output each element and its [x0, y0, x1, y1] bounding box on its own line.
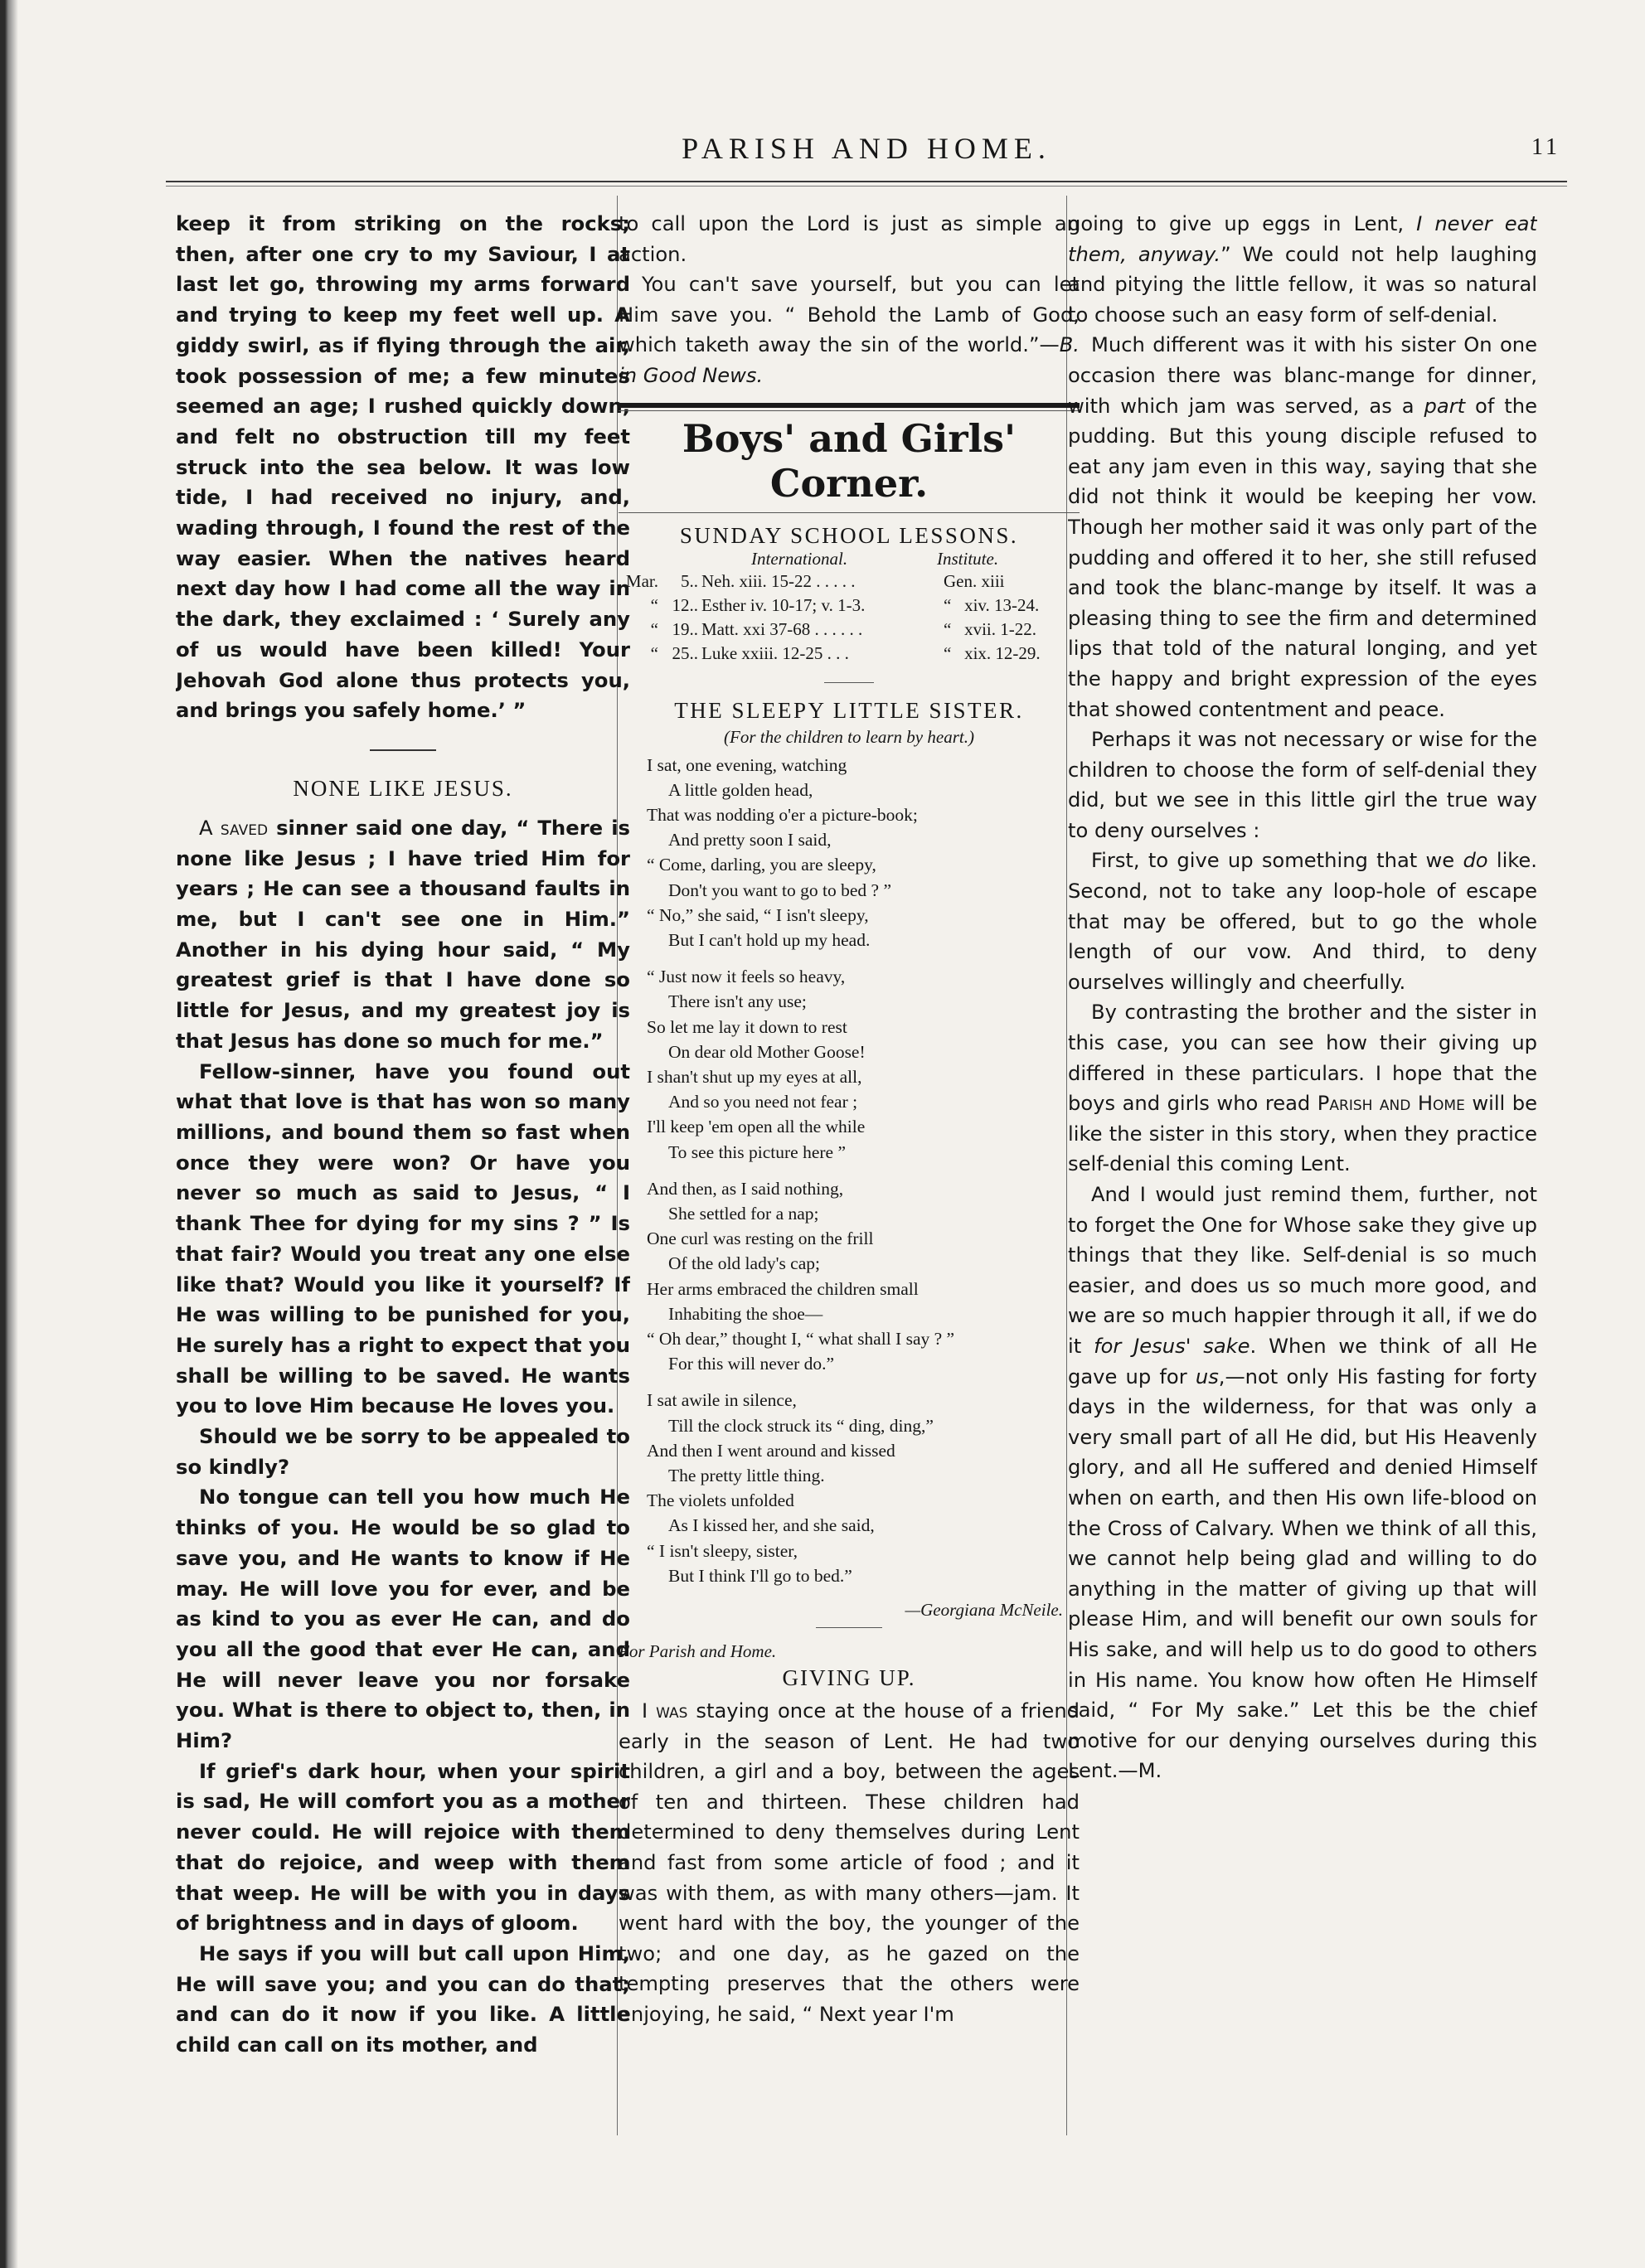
header-rule: [166, 181, 1567, 182]
scan-edge: [0, 0, 18, 2268]
poem-stanza: [619, 753, 1080, 953]
poem-stanza: [619, 1388, 1080, 1588]
paragraph: Perhaps it was not necessary or wise for the children to choose the form of self-denial they did, but we see in this little girl the true way to deny ourselves :: [1068, 728, 1537, 842]
poem: [619, 753, 1080, 1589]
poem-line: And so you need not fear ;: [668, 1092, 858, 1112]
header-rule-thin: [166, 186, 1567, 187]
lessons-table: [619, 569, 1080, 666]
poem-line: I'll keep 'em open all the while: [647, 1117, 866, 1137]
section-title: NONE LIKE JESUS.: [293, 775, 513, 801]
poem-line: “ Oh dear,” thought I, “ what shall I say ? ”: [647, 1329, 955, 1350]
poem-line: And then I went around and kissed: [647, 1440, 895, 1461]
poem-attribution: —Georgiana McNeile.: [905, 1600, 1063, 1621]
lead-word: A saved: [199, 815, 269, 840]
poem-line: “ No,” she said, “ I isn't sleepy,: [647, 904, 869, 925]
poem-line: “ Come, darling, you are sleepy,: [647, 855, 876, 875]
lesson-row: [619, 594, 1080, 618]
poem-line: There isn't any use;: [668, 991, 807, 1012]
poem-line: Inhabiting the shoe—: [668, 1303, 823, 1324]
paragraph: Much different was it with his sister On one occasion there was blanc-mange for dinner, with which jam was served, as a part of the pudding. But this young disciple refused to eat any jam even in this way, saying that she did not think it would be keeping her vow. Though her mother said it was only part of the pudding and offered it to her, she still refused and took the blanc-mange by itself. It was a pleasing thing to see the firm and determined lips that told of the natural longing, and yet the happy and bright expression of the eyes that showed contentment and peace.: [1068, 333, 1537, 721]
poem-line: I sat, one evening, watching: [647, 754, 847, 775]
lessons-header: [619, 549, 1080, 569]
poem-line: And then, as I said nothing,: [647, 1178, 844, 1199]
poem-line: The violets unfolded: [647, 1490, 794, 1511]
poem-line: “ Just now it feels so heavy,: [647, 967, 846, 987]
paragraph: Should we be sorry to be appealed to so kindly?: [176, 1424, 630, 1479]
poem-line: So let me lay it down to rest: [647, 1016, 847, 1037]
column-3: [1068, 209, 1537, 2132]
poem-line: “ I isn't sleepy, sister,: [647, 1540, 798, 1561]
for-line: For Parish and Home.: [619, 1641, 777, 1662]
lesson-international: Neh. xiii. 15-22 . . . . .: [701, 570, 856, 591]
poem-line: But I think I'll go to bed.”: [668, 1565, 852, 1586]
poem-title: THE SLEEPY LITTLE SISTER.: [674, 697, 1024, 723]
poem-line: As I kissed her, and she said,: [668, 1515, 875, 1536]
poem-stanza: [619, 964, 1080, 1165]
lesson-row: [619, 618, 1080, 642]
lesson-day: 12..: [672, 594, 698, 615]
lesson-institute: “ xiv. 13-24.: [944, 594, 1040, 615]
page-title: PARISH AND HOME.: [682, 132, 1051, 165]
lesson-international: Luke xxiii. 12-25 . . .: [701, 642, 849, 663]
lesson-international: Matt. xxi 37-68 . . . . . .: [701, 618, 863, 639]
lessons-title: SUNDAY SCHOOL LESSONS.: [679, 522, 1019, 548]
paragraph: going to give up eggs in Lent, I never eat them, anyway.” We could not help laughing and pitying the little fellow, it was so natural to choose such an easy form of self-denial.: [1068, 212, 1537, 327]
poem-line: Of the old lady's cap;: [668, 1253, 820, 1274]
column-2: [619, 209, 1080, 2132]
lesson-month: “: [650, 594, 658, 615]
page: [33, 0, 1625, 2268]
poem-line: Don't you want to go to bed ? ”: [668, 880, 891, 900]
poem-line: One curl was resting on the frill: [647, 1228, 874, 1249]
lesson-international: Esther iv. 10-17; v. 1-3.: [701, 594, 866, 615]
lesson-institute: Gen. xiii: [944, 570, 1005, 591]
paragraph: keep it from striking on the rocks; then, after one cry to my Saviour, I at last let go, throwing my arms forward and trying to keep my feet well up. A giddy swirl, as if flying through the air, took possession of me; a few minutes seemed an age; I rushed quickly down, and felt no obstruction till my feet struck into the sea below. It was low tide, I had received no injury, and, wading through, I found the rest of the way easier. When the natives heard next day how I had come all the way in the dark, they exclaimed : ‘ Surely any of us would have been killed! Your Jehovah God alone thus protects you, and brings you safely home.’ ”: [176, 211, 630, 723]
lesson-day: 5..: [681, 570, 698, 591]
poem-line: For this will never do.”: [668, 1354, 835, 1374]
lesson-institute: “ xix. 12-29.: [944, 642, 1041, 663]
paragraph: A saved sinner said one day, “ There is none like Jesus ; I have tried Him for years ; He can see a thousand faults in me, but I can't see one in Him.” Another in his dying hour said, “ My greatest grief is that I have done so little for Jesus, and my greatest joy is that Jesus has done so much for me.”: [176, 815, 630, 1053]
poem-subtitle: (For the children to learn by heart.): [724, 726, 974, 747]
paragraph: And I would just remind them, further, not to forget the One for Whose sake they give up things that they like. Self-denial is so much easier, and does us so much more good, and we are so much happier through it all, if we do it for Jesus' sake. When we think of all He gave up for us,—not only His fasting for forty days in the wilderness, for that was only a very small part of all He did, but His Heavenly glory, and all He suffered and denied Himself when on earth, and then His own life-blood on the Cross of Calvary. When we think of all this, we cannot help being glad and willing to do anything in the matter of giving up that will please Him, and will benefit our own souls for His sake, and will help us to do good to others in His name. You know how often He Himself said, “ For My sake.” Let this be the chief motive for our denying ourselves during this Lent.—M.: [1068, 1183, 1537, 1783]
poem-line: A little golden head,: [668, 779, 813, 800]
poem-line: On dear old Mother Goose!: [668, 1041, 866, 1062]
paragraph: I was staying once at the house of a friend early in the season of Lent. He had two children, a girl and a boy, between the ages of ten and thirteen. These children had determined to deny themselves during Lent and fast from some article of food ; and it was with them, as with many others—jam. It went hard with the boy, the younger of the two; and one day, as he gazed on the tempting preserves that the others were enjoying, he said, “ Next year I'm: [619, 1699, 1080, 2026]
lesson-month: Mar.: [625, 570, 658, 591]
lesson-day: 19..: [672, 618, 698, 639]
poem-line: She settled for a nap;: [668, 1204, 819, 1224]
paragraph: No tongue can tell you how much He thinks of you. He would be so glad to save you, and He wants to know if He may. He will love you for ever, and be as kind to you as ever He can, and do you all the good that ever He can, and He will never leave you nor forsake you. What is there to object to, then, in Him?: [176, 1485, 630, 1753]
paragraph: He says if you will but call upon Him, He will save you; and you can do that; and can do it now if you like. A little child can call on its mother, and: [176, 1941, 630, 2057]
poem-line: The pretty little thing.: [668, 1466, 825, 1486]
poem-line: But I can't hold up my head.: [668, 929, 871, 950]
poem-line: That was nodding o'er a picture-book;: [647, 804, 918, 825]
international-header: International.: [751, 548, 848, 569]
article-title: GIVING UP.: [782, 1665, 916, 1691]
poem-line: And pretty soon I said,: [668, 830, 832, 850]
poem-line: To see this picture here ”: [668, 1141, 847, 1162]
lesson-row: [619, 642, 1080, 666]
lesson-day: 25..: [672, 642, 698, 663]
lesson-row: [619, 569, 1080, 594]
paragraph: First, to give up something that we do like. Second, not to take any loop-hole of escape that may be offered, but to go the whole length of our vow. And third, to deny ourselves willingly and cheerfully.: [1068, 849, 1537, 994]
poem-line: I sat awile in silence,: [647, 1390, 797, 1411]
poem-stanza: [619, 1176, 1080, 1377]
paragraph: to call upon the Lord is just as simple an action.: [619, 212, 1080, 266]
lead-word: I was: [642, 1699, 688, 1723]
column-1: [176, 209, 630, 2132]
lesson-month: “: [650, 642, 658, 663]
running-header: [166, 131, 1567, 171]
lesson-institute: “ xvii. 1-22.: [944, 618, 1036, 639]
poem-line: Till the clock struck its “ ding, ding,”: [668, 1415, 934, 1436]
institute-header: Institute.: [937, 548, 999, 569]
paragraph: By contrasting the brother and the sister in this case, you can see how their giving up differed in these particulars. I hope that the boys and girls who read Parish and Home will be like the sister in this story, when they practice self-denial this coming Lent.: [1068, 1001, 1537, 1176]
lesson-month: “: [650, 618, 658, 639]
paragraph: If grief's dark hour, when your spirit is sad, He will comfort you as a mother never could. He will rejoice with them that do rejoice, and weep with them that weep. He will be with you in days of brightness and in days of gloom.: [176, 1758, 630, 1936]
paragraph: You can't save yourself, but you can let Him save you. “ Behold the Lamb of God, which taketh away the sin of the world.”—B. in Good News.: [619, 273, 1080, 387]
corner-heading: Boys' and Girls' Corner.: [682, 415, 1017, 506]
poem-line: Her arms embraced the children small: [647, 1278, 919, 1299]
poem-line: I shan't shut up my eyes at all,: [647, 1067, 862, 1087]
page-number: 11: [1531, 134, 1560, 160]
source-credit: B. in Good News.: [619, 333, 1080, 387]
paragraph: Fellow-sinner, have you found out what that love is that has won so many millions, and bound them so fast when once they were won? Or have you never so much as said to Jesus, “ I thank Thee for dying for my sins ? ” Is that fair? Would you treat any one else like that? Would you like it yourself? If He was willing to be punished for you, He surely has a right to expect that you shall be willing to be saved. He wants you to love Him because He loves you.: [176, 1059, 630, 1418]
